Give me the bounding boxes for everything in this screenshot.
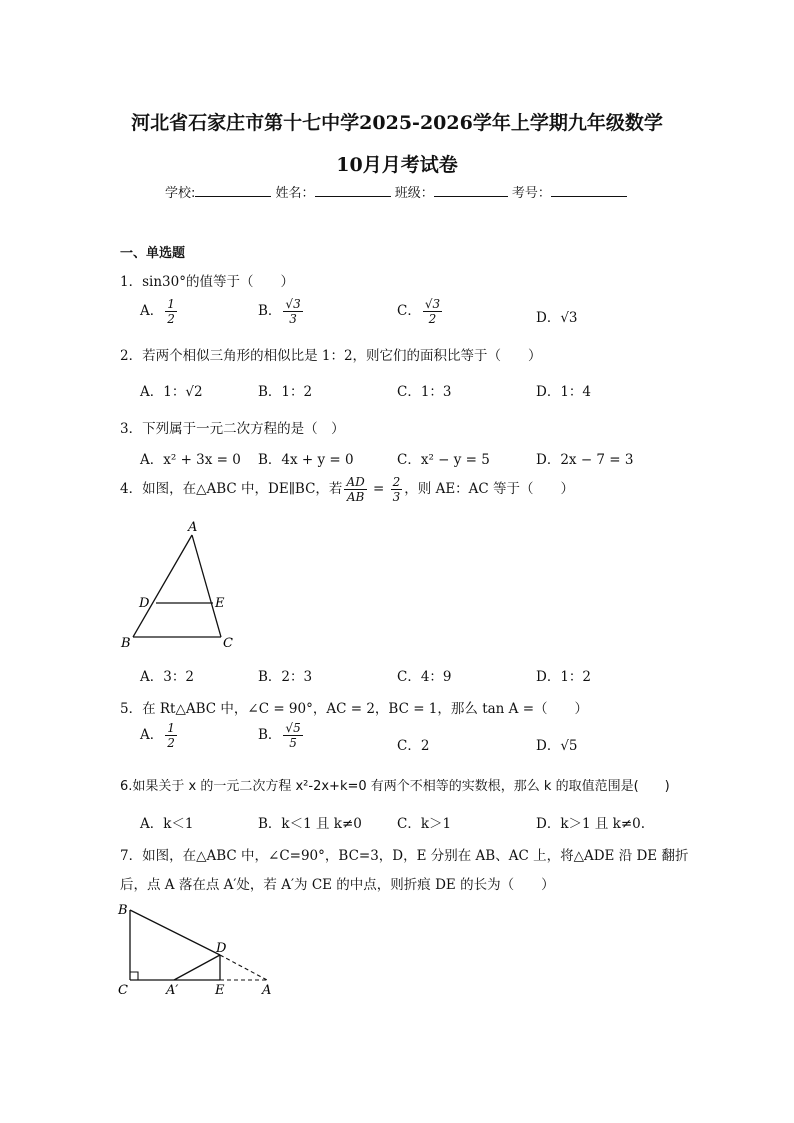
q5-b-label: B． — [258, 727, 282, 743]
q4-option-d[interactable]: D．1：2 — [536, 669, 592, 685]
q4-option-c[interactable]: C．4：9 — [397, 669, 452, 685]
q4-frac-num: AD — [346, 475, 365, 489]
q7-side-bd — [130, 910, 220, 955]
q3-option-b[interactable]: B．4x + y = 0 — [258, 452, 354, 468]
q1-option-b[interactable] — [258, 298, 305, 325]
page-title: 河北省石家庄市第十七中学2025-2026学年上学期九年级数学 — [131, 112, 663, 134]
q5-option-c[interactable]: C．2 — [397, 738, 430, 754]
q7-triangle-figure — [112, 898, 282, 998]
q4-ratio-fraction — [344, 476, 366, 503]
q1-option-d[interactable] — [536, 306, 578, 326]
q4-stem-b: ，则 AE：AC 等于（ ） — [404, 481, 575, 497]
q7-dashed-da — [220, 955, 267, 980]
q4-side-ac — [192, 535, 221, 637]
q5-b-num: √5 — [285, 721, 301, 735]
q7-label-a-prime: A′ — [166, 983, 179, 998]
q2-option-a[interactable]: A．1：√2 — [140, 384, 203, 400]
q4-label-a: A — [188, 520, 198, 535]
q3-option-a[interactable]: A．x² + 3x = 0 — [140, 452, 241, 468]
q5-a-num: 1 — [167, 721, 175, 735]
q2-option-d[interactable]: D．1：4 — [536, 384, 592, 400]
q4-value-fraction — [391, 476, 403, 503]
question-4-stem — [120, 476, 574, 503]
q1-a-label: A． — [140, 303, 164, 319]
q4-label-c: C — [223, 636, 233, 651]
q7-right-angle-mark — [130, 972, 138, 980]
q4-equals: = — [373, 481, 385, 497]
q4-triangle-figure — [115, 515, 245, 655]
q3-option-c[interactable]: C．x² − y = 5 — [397, 452, 490, 468]
page-title-line2: 10月月考试卷 — [336, 154, 458, 176]
q5-a-den: 2 — [167, 736, 175, 750]
q5-a-fraction — [165, 722, 177, 749]
q4-val-den: 3 — [392, 490, 401, 504]
q7-label-a: A — [262, 983, 272, 998]
q2-option-b[interactable]: B．1：2 — [258, 384, 313, 400]
q1-a-num: 1 — [167, 297, 175, 311]
q1-c-num: √3 — [424, 297, 441, 311]
q5-option-d[interactable]: D．√5 — [536, 738, 578, 754]
q6-option-c[interactable]: C．k＞1 — [397, 816, 452, 832]
q1-d-label: D． — [536, 310, 561, 326]
q5-option-a[interactable] — [140, 722, 179, 749]
q5-b-den: 5 — [289, 736, 297, 750]
section-header: 一、单选题 — [120, 246, 186, 261]
q7-label-c: C — [118, 983, 128, 998]
question-7-stem-line1: 7．如图，在△ABC 中，∠C=90°，BC=3，D，E 分别在 AB、AC 上，将△ADE 沿 DE 翻折 — [120, 848, 689, 864]
q1-d-value: √3 — [560, 310, 578, 326]
question-7-stem-line2: 后，点 A 落在点 A′处，若 A′为 CE 的中点，则折痕 DE 的长为（ ） — [120, 877, 555, 893]
q1-option-a[interactable] — [140, 298, 179, 325]
q4-label-d: D — [139, 596, 150, 611]
q3-option-d[interactable]: D．2x − 7 = 3 — [536, 452, 634, 468]
q4-label-b: B — [121, 636, 131, 651]
student-info-line — [165, 182, 627, 201]
q1-c-fraction — [423, 298, 442, 325]
q1-b-fraction — [283, 298, 302, 325]
question-5-stem: 5．在 Rt△ABC 中，∠C = 90°，AC = 2，BC = 1，那么 tan A =（ ） — [120, 701, 589, 717]
q5-a-label: A． — [140, 727, 164, 743]
q5-option-b[interactable] — [258, 722, 305, 749]
q7-label-b: B — [118, 903, 128, 918]
q4-frac-den: AB — [346, 490, 365, 504]
class-blank[interactable] — [434, 184, 508, 197]
q5-b-fraction — [283, 722, 302, 749]
q1-c-den: 2 — [428, 312, 437, 326]
school-blank[interactable] — [195, 184, 271, 197]
question-2-stem: 2．若两个相似三角形的相似比是 1：2，则它们的面积比等于（ ） — [120, 348, 542, 364]
q7-label-e: E — [215, 983, 225, 998]
q6-option-a[interactable]: A．k＜1 — [140, 816, 194, 832]
q4-val-num: 2 — [392, 475, 401, 489]
q4-label-e: E — [215, 596, 225, 611]
q1-b-den: 3 — [289, 312, 297, 326]
q2-option-c[interactable]: C．1：3 — [397, 384, 452, 400]
q1-b-num: √3 — [285, 297, 301, 311]
q6-option-d[interactable]: D．k＞1 且 k≠0. — [536, 816, 646, 832]
q1-c-label: C． — [397, 303, 421, 319]
q7-label-d: D — [216, 941, 227, 956]
question-1-stem: 1．sin30°的值等于（ ） — [120, 274, 294, 290]
q4-option-b[interactable]: B．2：3 — [258, 669, 313, 685]
q1-option-c[interactable] — [397, 298, 444, 325]
q4-option-a[interactable]: A．3：2 — [140, 669, 194, 685]
class-label: 班级： — [394, 186, 434, 201]
exam-no-label: 考号： — [511, 186, 551, 201]
school-label: 学校: — [165, 186, 196, 201]
q1-a-fraction — [165, 298, 177, 325]
question-6-stem: 6.如果关于 x 的一元二次方程 x²-2x+k=0 有两个不相等的实数根，那么 k 的取值范围是( ) — [120, 779, 670, 794]
question-3-stem: 3．下列属于一元二次方程的是（ ） — [120, 421, 345, 437]
q7-segment-da1 — [174, 955, 220, 980]
q6-option-b[interactable]: B．k＜1 且 k≠0 — [258, 816, 362, 832]
name-blank[interactable] — [315, 184, 391, 197]
q4-stem-a: 4．如图，在△ABC 中，DE∥BC，若 — [120, 481, 343, 497]
q4-side-ab — [133, 535, 192, 637]
q1-a-den: 2 — [167, 312, 175, 326]
q1-b-label: B． — [258, 303, 282, 319]
name-label: 姓名： — [275, 186, 315, 201]
exam-no-blank[interactable] — [551, 184, 627, 197]
